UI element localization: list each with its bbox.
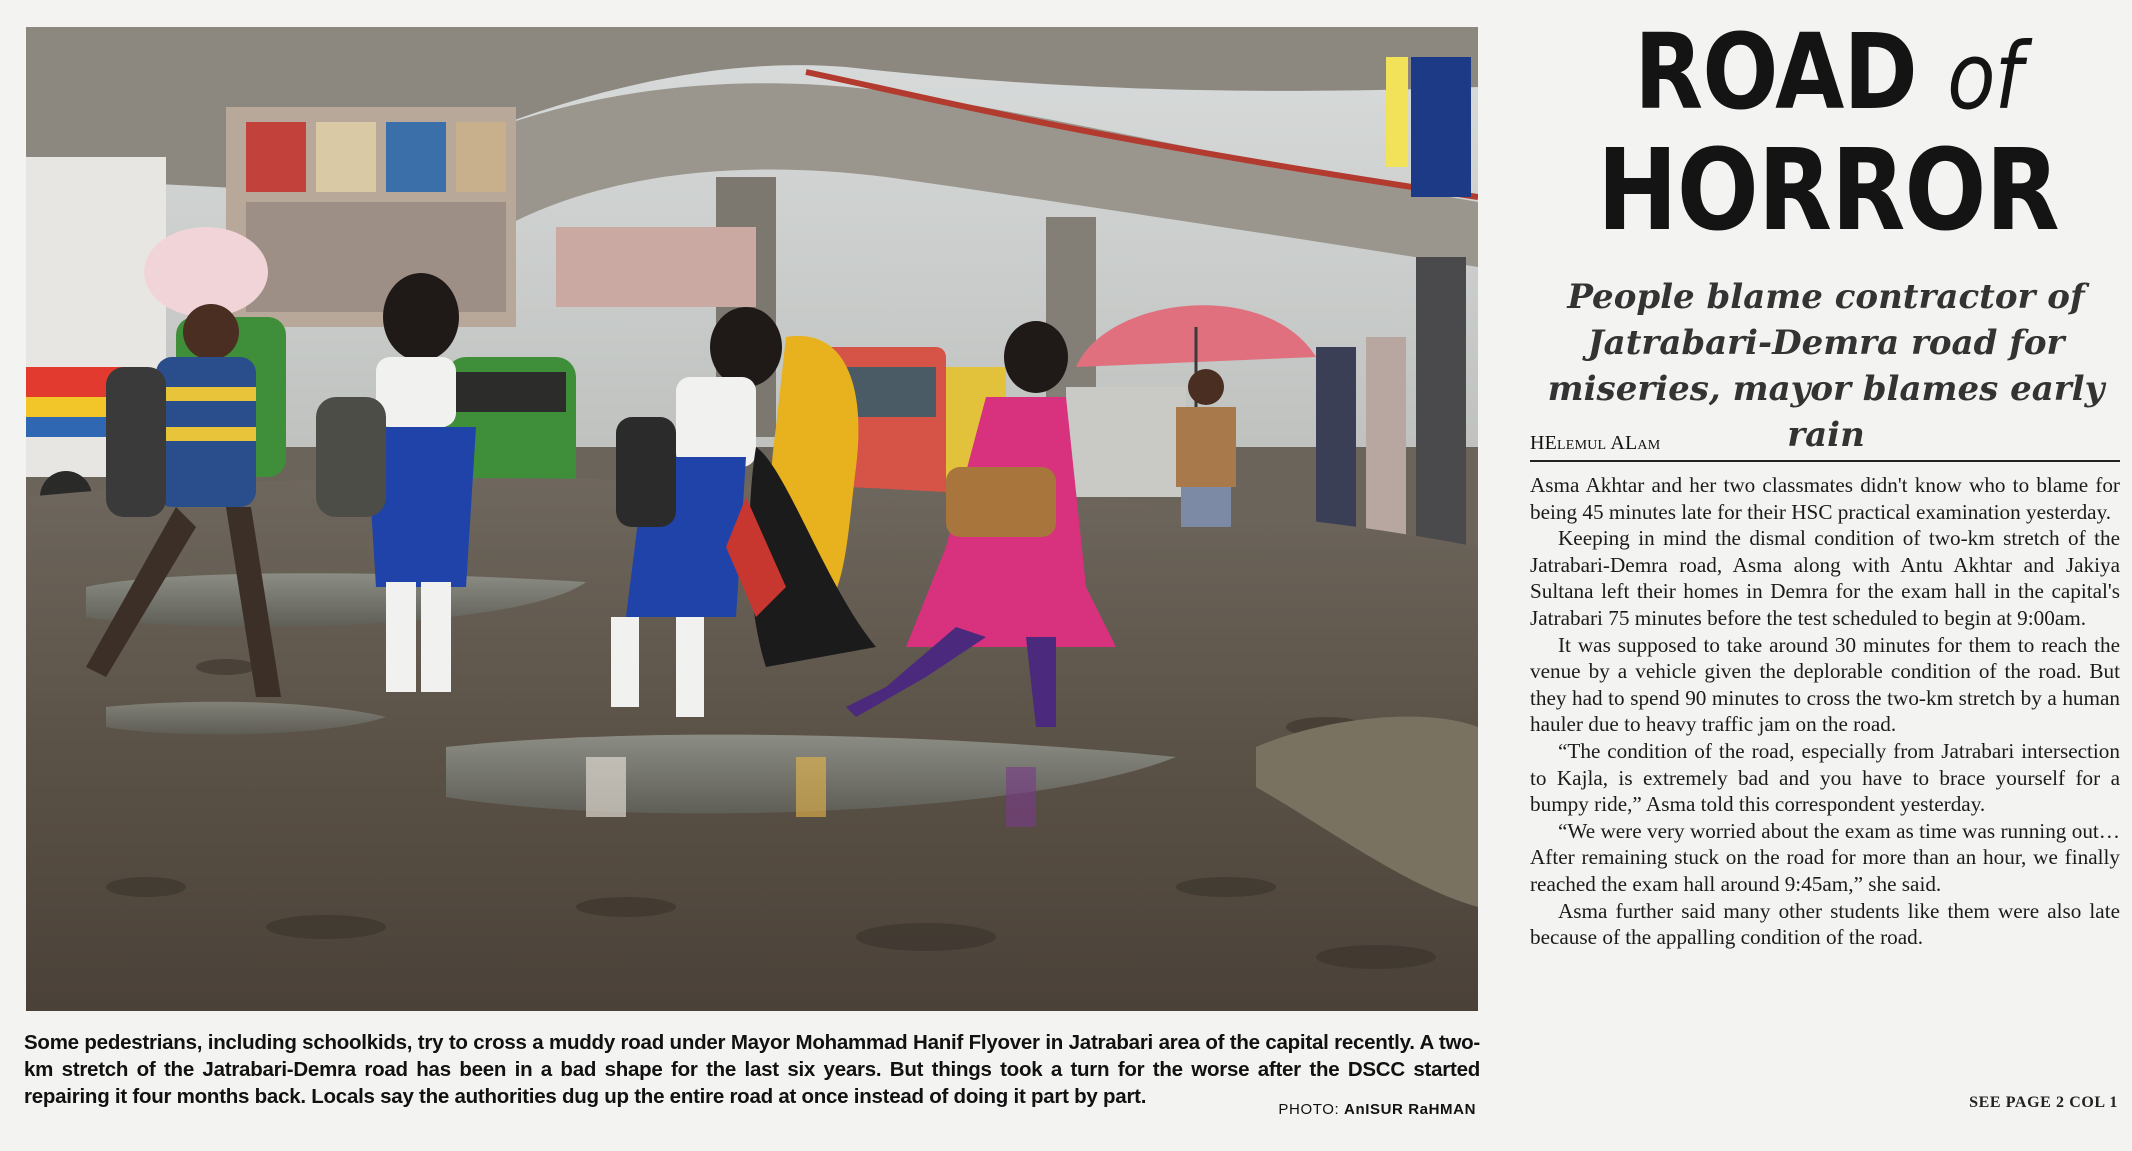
subheadline: People blame contractor of Jatrabari-Demra road for miseries, mayor blames early rain: [1547, 277, 2105, 455]
byline-rule: [1530, 460, 2120, 462]
news-photo: [26, 27, 1478, 1011]
photo-credit: [1278, 1101, 1476, 1118]
photo-caption: Some pedestrians, including schoolkids, try to cross a muddy road under Mayor Mohammad Hanif Flyover in Jatrabari area of the capital recently. A two-km stretch of the Jatrabari-Demra road has been in a bad shape for the last six years. But things took a turn for the worse after the DSCC started repairing it four months back. Locals say the authorities dug up the entire road at once instead of doing it part by part.: [24, 1031, 1480, 1108]
photographer-name: AnISUR RaHMAN: [1344, 1101, 1476, 1118]
poster-wall: [556, 227, 756, 307]
article-paragraph: “The condition of the road, especially from Jatrabari intersection to Kajla, is extremely bad and you have to brace yourself for a bumpy ride,” Asma told this correspondent yesterday.: [1530, 738, 2120, 817]
headline-line-1: [1572, 11, 2085, 133]
bus: [1066, 387, 1186, 497]
headline: [1530, 11, 2126, 256]
article-paragraph: Asma Akhtar and her two classmates didn't know who to blame for being 45 minutes late for their HSC practical examination yesterday.: [1530, 473, 2120, 524]
article-paragraph: Asma further said many other students like them were also late because of the appalling condition of the road.: [1530, 898, 2120, 950]
article-paragraph: “We were very worried about the exam as time was running out… After remaining stuck on the road for more than an hour, we finally reached the exam hall around 9:45am,” she said.: [1530, 818, 2120, 896]
byline: HElemul ALam: [1530, 432, 1661, 454]
headline-line-2: HORROR: [1597, 126, 2059, 256]
article-paragraph: Keeping in mind the dismal condition of two-km stretch of the Jatrabari-Demra road, Asma along with Antu Akhtar and Jakiya Sultana left their homes in Demra for the exam hall in the capital's Jatrabari 75 minutes before the test scheduled to begin at 9:00am.: [1530, 526, 2120, 630]
headline-word-road: ROAD: [1634, 11, 1917, 133]
bystander: [1316, 347, 1356, 547]
article-paragraph: It was supposed to take around 30 minutes for them to reach the venue by a vehicle given the deplorable condition of the road. But they had to spend 90 minutes to cross the two-km stretch by a human hauler due to heavy traffic jam on the road.: [1530, 632, 2120, 737]
headline-word-of: of: [1947, 23, 2022, 130]
article-body: [1530, 472, 2120, 951]
signboard: [1411, 57, 1471, 197]
continuation-note: SEE PAGE 2 COL 1: [1969, 1094, 2118, 1111]
photo-illustration: [26, 27, 1478, 1011]
photo-credit-label: PHOTO:: [1278, 1101, 1340, 1118]
